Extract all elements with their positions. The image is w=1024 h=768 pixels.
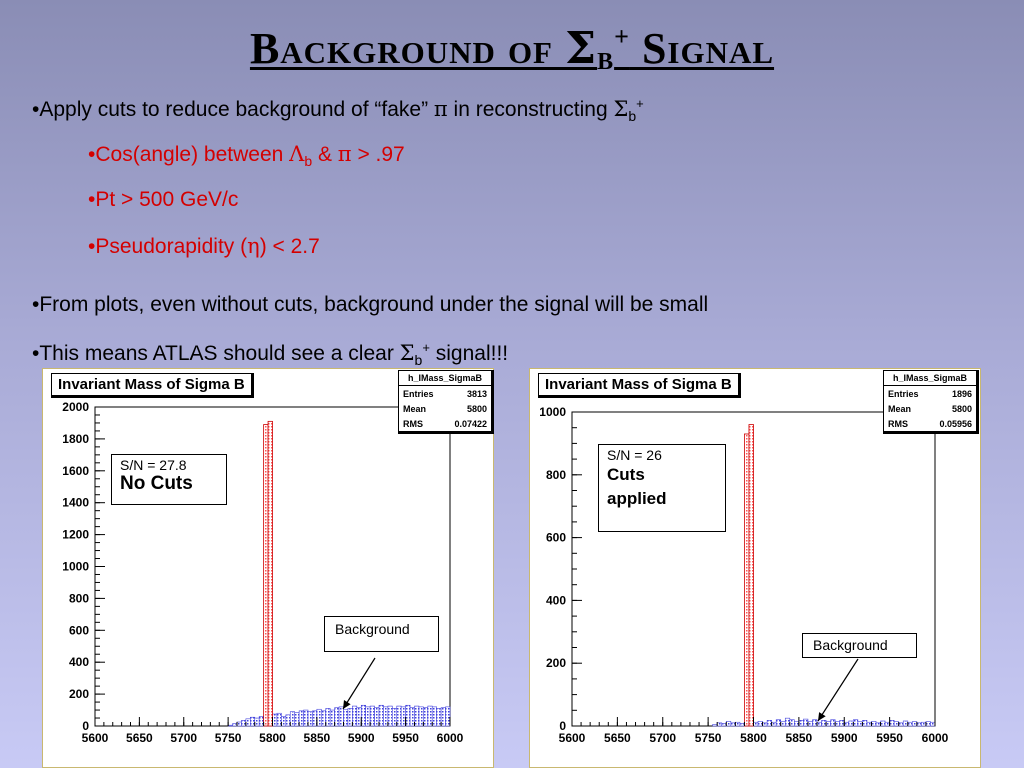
background-bar [339, 707, 343, 726]
background-bar [317, 709, 321, 726]
signal-bar [268, 421, 272, 726]
stats-entries-label: Entries [403, 389, 434, 399]
background-bar [722, 723, 727, 726]
x-tick-label: 5750 [694, 731, 722, 745]
background-bar [437, 708, 441, 726]
x-tick-label: 5850 [303, 731, 331, 745]
background-bar [903, 721, 908, 726]
background-bar [241, 720, 245, 726]
background-bar [273, 714, 277, 726]
bullet-pseudorapidity: •Pseudorapidity (η) < 2.7 [88, 234, 320, 258]
cut-status-line2: applied [607, 489, 667, 508]
background-bar [735, 722, 740, 726]
background-bar [410, 708, 414, 726]
background-bar [415, 706, 419, 726]
y-tick-label: 2000 [62, 400, 89, 414]
stats-mean: 5800 [951, 404, 972, 414]
background-bar [790, 720, 795, 726]
background-bar [375, 708, 379, 726]
background-bar [277, 713, 281, 726]
x-tick-label: 5650 [604, 731, 631, 745]
background-bar [835, 722, 840, 726]
x-tick-label: 5800 [259, 731, 286, 745]
signal-bar [264, 425, 268, 726]
background-bar [858, 722, 863, 726]
x-tick-label: 5950 [876, 731, 903, 745]
background-bar [304, 710, 308, 726]
background-bar [763, 723, 768, 726]
y-tick-label: 1800 [62, 431, 89, 446]
sn-label-box [111, 454, 227, 505]
background-bar [781, 721, 786, 726]
background-bar [767, 720, 772, 726]
signal-bar [744, 434, 749, 726]
x-tick-label: 5850 [785, 731, 813, 745]
y-tick-label: 1200 [62, 527, 89, 542]
background-bar [259, 716, 263, 726]
x-tick-label: 5800 [740, 731, 767, 745]
bullet-apply-cuts: •Apply cuts to reduce background of “fake” π in reconstructing $\Sigma_b^+$ [32, 96, 644, 125]
background-bar [754, 722, 759, 726]
background-arrow [343, 658, 375, 709]
stats-name: h_IMass_SigmaB [884, 371, 976, 386]
background-bar [330, 710, 334, 726]
stats-rms: 0.07422 [454, 419, 487, 429]
background-bar [853, 720, 858, 726]
background-bar [840, 720, 845, 726]
background-bar [717, 723, 722, 726]
y-tick-label: 400 [68, 655, 89, 670]
histogram-title: Invariant Mass of Sigma B [538, 373, 741, 398]
sn-ratio: S/N = 26 [607, 447, 662, 463]
bullet-pt-cut: •Pt > 500 GeV/c [88, 188, 239, 211]
x-tick-label: 5650 [126, 731, 153, 745]
background-bar [899, 723, 904, 726]
background-bar [921, 722, 926, 726]
y-tick-label: 1600 [62, 463, 89, 478]
stats-entries-label: Entries [888, 389, 919, 399]
background-bar [917, 723, 922, 726]
background-bar [428, 706, 432, 726]
y-tick-label: 800 [545, 467, 566, 482]
background-bar [890, 720, 895, 726]
background-bar [867, 722, 872, 726]
y-tick-label: 800 [68, 591, 89, 606]
background-bar [348, 708, 352, 726]
histogram-panel-no-cuts [42, 368, 494, 768]
stats-mean-label: Mean [403, 404, 427, 414]
arrowhead-icon [343, 700, 351, 709]
background-bar [370, 706, 374, 726]
background-bar [817, 722, 822, 726]
background-bar [831, 720, 836, 726]
y-tick-label: 0 [82, 719, 89, 733]
background-bar [908, 722, 913, 726]
background-label: Background [324, 616, 439, 652]
background-bar [772, 722, 777, 726]
background-bar [406, 705, 410, 726]
background-bar [713, 724, 718, 726]
background-bar [740, 723, 745, 726]
background-bar [930, 722, 935, 726]
background-bar [871, 721, 876, 726]
x-tick-label: 5700 [170, 731, 198, 745]
background-bar [246, 719, 250, 726]
x-tick-label: 5600 [558, 731, 586, 745]
stats-entries: 3813 [466, 389, 487, 399]
background-bar [785, 718, 790, 726]
background-bar [881, 721, 886, 726]
x-tick-label: 5750 [214, 731, 242, 745]
background-bar [379, 705, 383, 726]
background-bar [758, 721, 763, 726]
background-bar [862, 720, 867, 726]
stats-name: h_IMass_SigmaB [399, 371, 491, 386]
background-bar [290, 712, 294, 726]
x-tick-label: 5900 [347, 731, 375, 745]
stats-rms-label: RMS [888, 419, 908, 429]
background-bar [794, 721, 799, 726]
background-bar [885, 722, 890, 726]
background-bar [912, 722, 917, 726]
background-bar [361, 705, 365, 726]
sn-label-box [598, 444, 726, 532]
background-bar [344, 709, 348, 726]
background-bar [388, 706, 392, 726]
background-bar [822, 720, 827, 726]
background-bar [228, 725, 232, 726]
stats-entries: 1896 [951, 389, 972, 399]
x-tick-label: 6000 [921, 731, 949, 745]
background-bar [308, 712, 312, 726]
background-bar [446, 707, 450, 726]
background-bar [803, 719, 808, 726]
background-bar [299, 711, 303, 726]
cut-status: Cuts [607, 465, 645, 484]
background-bar [352, 706, 356, 726]
x-tick-label: 5600 [81, 731, 109, 745]
y-tick-label: 1400 [62, 495, 89, 510]
background-bar [812, 720, 817, 726]
background-bar [849, 721, 854, 726]
background-bar [799, 720, 804, 726]
slide-title: Background of $\Sigma_B^+$ Signal [249, 22, 775, 75]
x-tick-label: 5900 [830, 731, 858, 745]
background-bar [366, 707, 370, 726]
background-bar [926, 722, 931, 726]
histogram-panel-cuts-applied [529, 368, 981, 768]
y-tick-label: 600 [545, 530, 566, 545]
x-tick-label: 6000 [436, 731, 464, 745]
bullet-atlas-signal: •This means ATLAS should see a clear $\Sigma_b^+$ signal!!! [32, 340, 509, 369]
y-tick-label: 400 [545, 593, 566, 608]
background-bar [876, 723, 881, 726]
sn-ratio: S/N = 27.8 [120, 457, 187, 473]
stats-mean: 5800 [466, 404, 487, 414]
y-tick-label: 600 [68, 623, 89, 638]
background-bar [731, 723, 736, 726]
background-bar [250, 717, 254, 726]
y-tick-label: 200 [68, 687, 89, 702]
background-bar [826, 721, 831, 726]
arrowhead-icon [818, 712, 826, 721]
background-bar [281, 716, 285, 726]
background-bar [312, 711, 316, 726]
background-bar [432, 707, 436, 726]
x-tick-label: 5950 [392, 731, 419, 745]
background-bar [255, 718, 259, 726]
stats-box [883, 370, 979, 434]
x-tick-label: 5700 [649, 731, 677, 745]
background-bar [237, 722, 241, 726]
background-bar [286, 715, 290, 726]
background-bar [357, 708, 361, 726]
background-label: Background [802, 633, 917, 658]
cut-status: No Cuts [120, 473, 193, 494]
background-bar [894, 722, 899, 726]
bullet-from-plots: •From plots, even without cuts, background under the signal will be small [32, 293, 709, 316]
background-arrow [818, 659, 858, 721]
background-bar [726, 721, 731, 726]
y-tick-label: 200 [545, 656, 566, 671]
background-bar [441, 708, 445, 726]
signal-bar [749, 425, 754, 726]
background-bar [808, 721, 813, 726]
stats-box [398, 370, 494, 434]
background-bar [326, 708, 330, 726]
background-bar [397, 706, 401, 726]
background-bar [335, 708, 339, 726]
y-tick-label: 0 [559, 719, 566, 733]
background-bar [423, 708, 427, 726]
stats-rms: 0.05956 [939, 419, 972, 429]
background-bar [321, 711, 325, 726]
histogram-title: Invariant Mass of Sigma B [51, 373, 254, 398]
y-tick-label: 1000 [62, 559, 89, 574]
bullet-cos-angle: •Cos(angle) between $\Lambda_b$ & π > .97 [88, 142, 405, 170]
background-bar [401, 707, 405, 726]
stats-rms-label: RMS [403, 419, 423, 429]
background-bar [776, 720, 781, 726]
background-bar [383, 707, 387, 726]
background-bar [295, 712, 299, 726]
background-bar [419, 707, 423, 726]
background-bar [844, 722, 849, 726]
background-bar [392, 708, 396, 726]
y-tick-label: 1000 [539, 405, 566, 419]
background-bar [233, 724, 237, 726]
stats-mean-label: Mean [888, 404, 912, 414]
